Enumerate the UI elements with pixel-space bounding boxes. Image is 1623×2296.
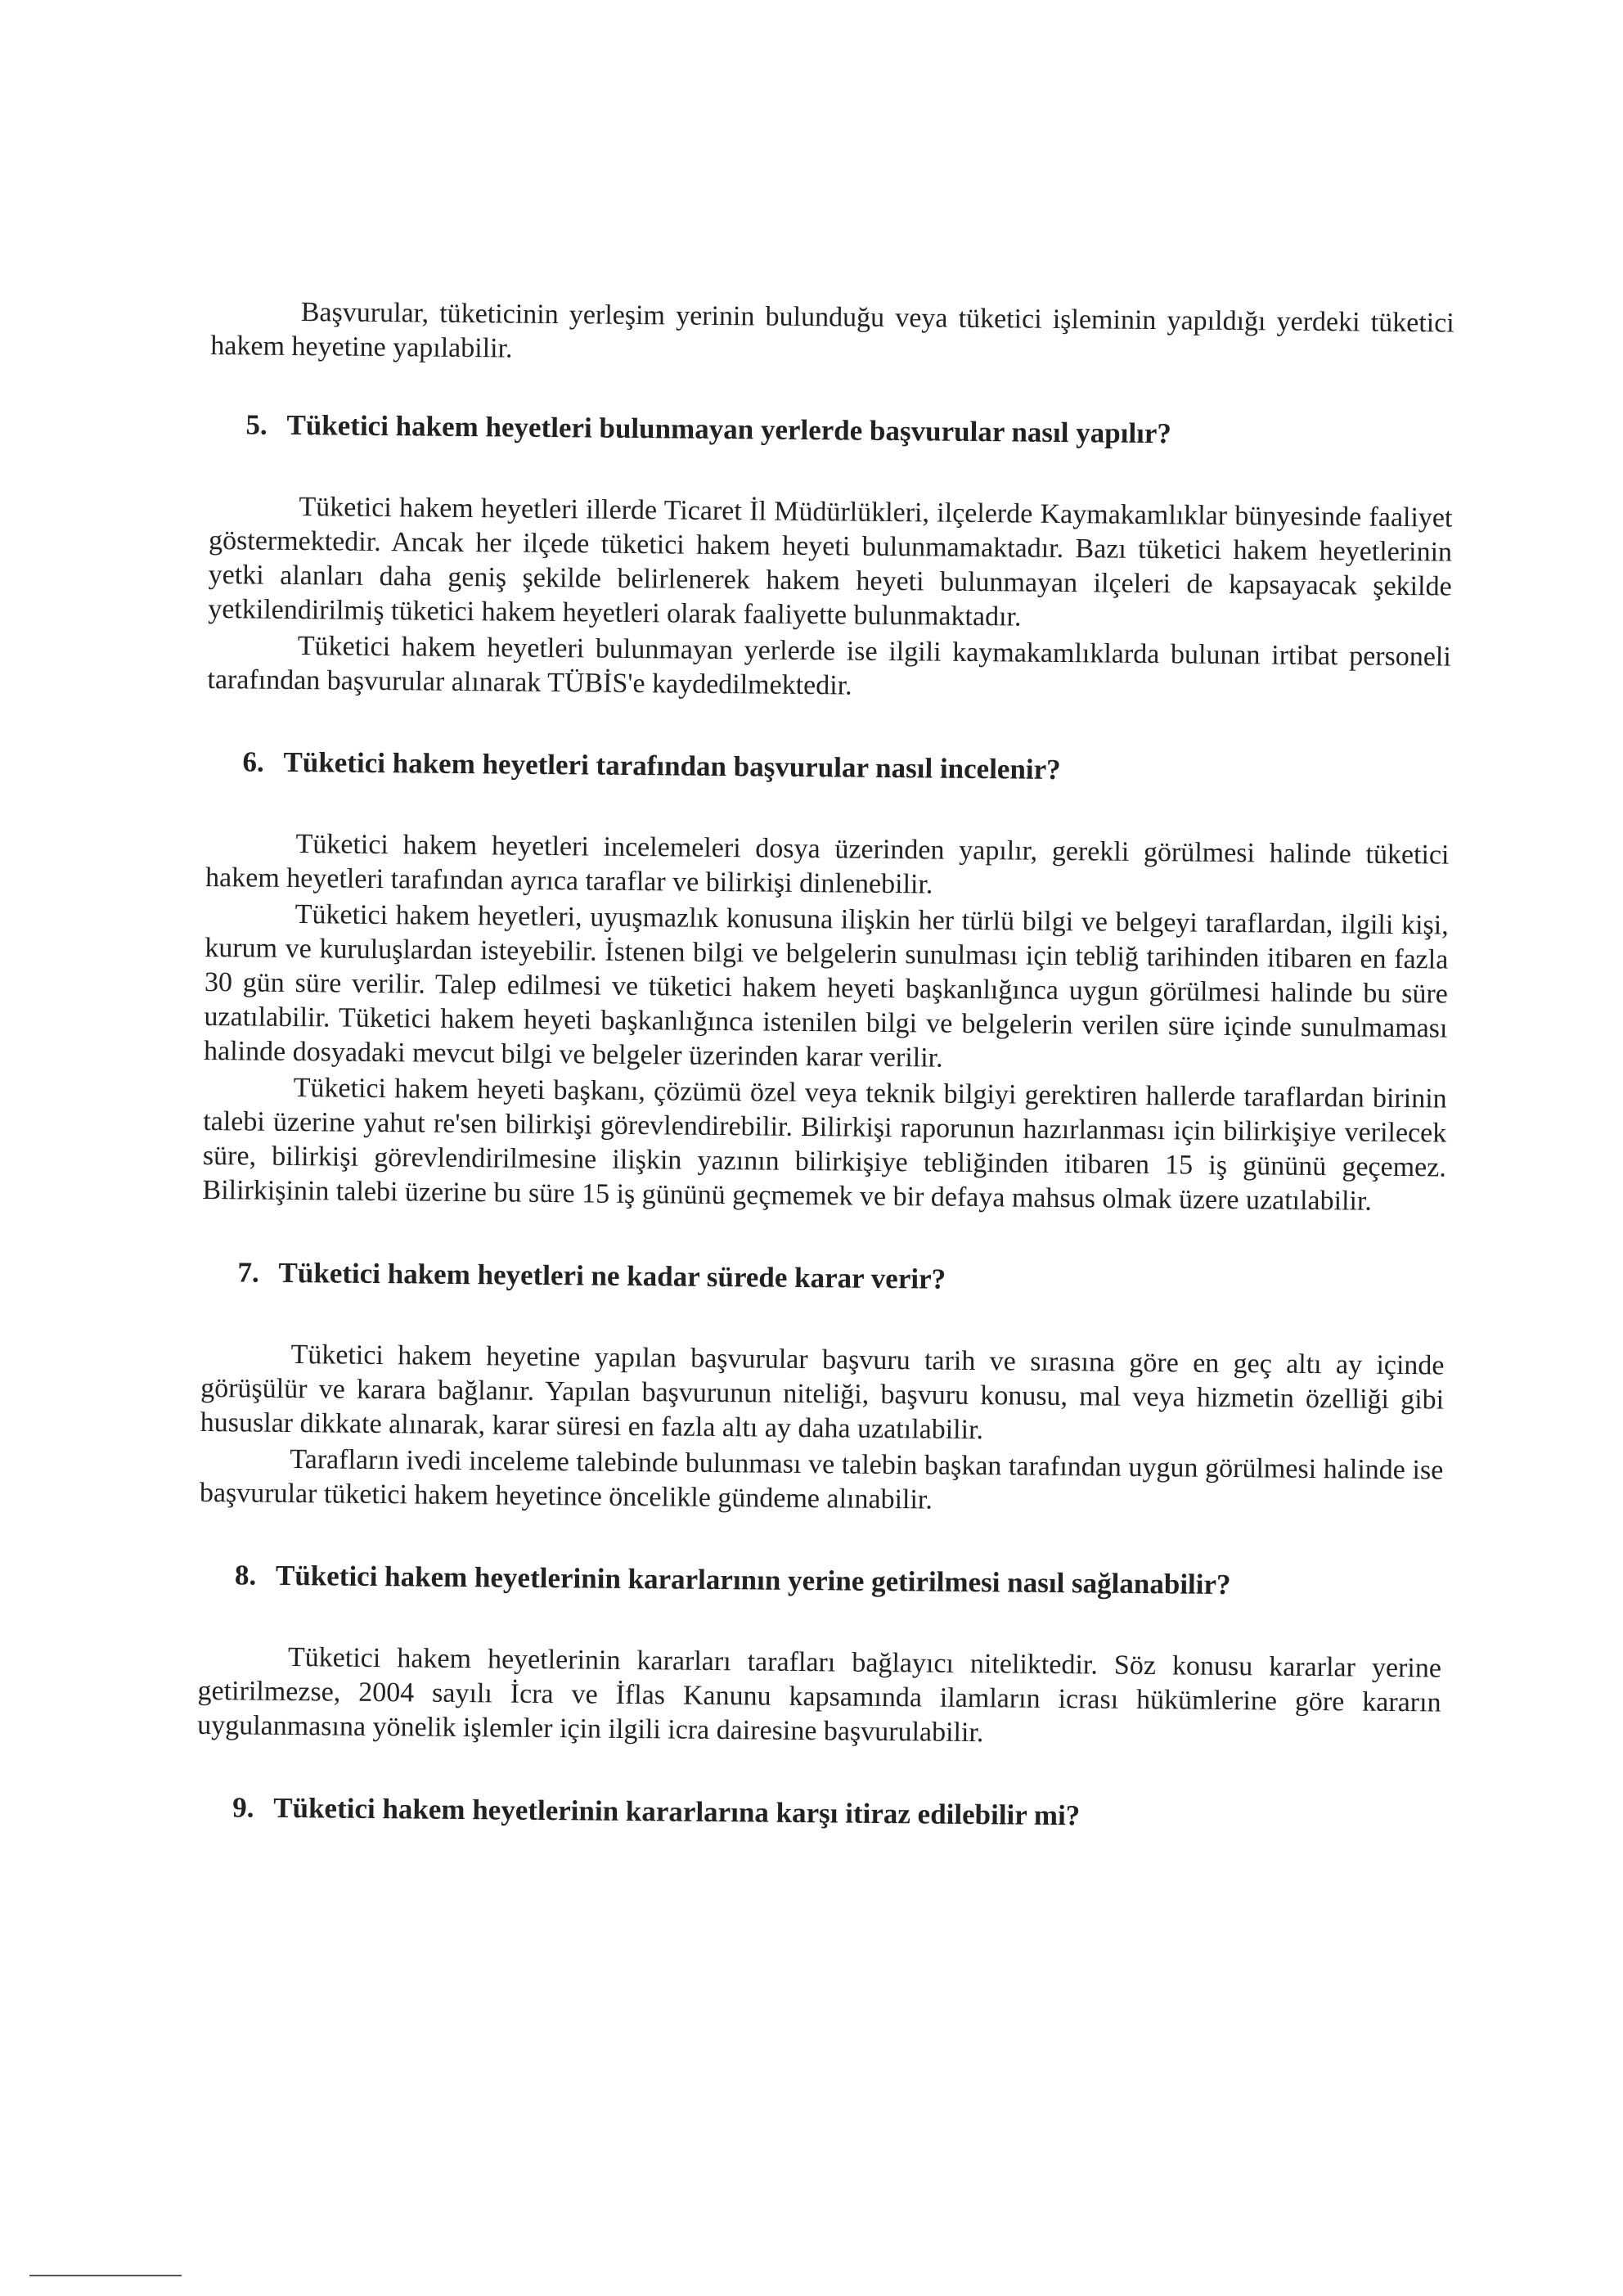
paragraph: Tüketici hakem heyetine yapılan başvurular başvuru tarih ve sırasına göre en geç altı ay içinde görüşülür ve karara bağlanır. Yapılan başvurunun niteliği, başvuru konusu, mal veya hizmetin özelliği gibi hususlar dikkate alınarak, karar süresi en fazla altı ay daha uzatılabilir. <box>200 1339 1445 1446</box>
section-8 <box>197 1558 1442 1755</box>
paragraph: Tüketici hakem heyetleri, uyuşmazlık konusuna ilişkin her türlü bilgi ve belgeyi taraflardan, ilgili kişi, kurum ve kuruluşlardan isteyebilir. İstenen bilgi ve belgelerin sunulması için tebliğ tarihinden itibaren en fazla 30 gün süre verilir. Talep edilmesi ve tüketici hakem heyeti başkanlığınca uygun görülmesi halinde bu süre uzatılabilir. Tüketici hakem heyeti başkanlığınca istenilen bilgi ve belgelerin verilen süre içinde sunulmaması halinde dosyadaki mevcut bilgi ve belgeler üzerinden karar verilir. <box>203 899 1449 1074</box>
section-5 <box>207 407 1453 709</box>
section-number: 9. <box>232 1791 254 1824</box>
section-heading <box>237 1255 1445 1301</box>
section-number: 6. <box>242 745 264 778</box>
footnote-divider <box>29 2275 182 2276</box>
paragraph: Tarafların ivedi inceleme talebinde bulunması ve talebin başkan tarafından uygun görülmesi halinde ise başvurular tüketici hakem heyetince öncelikle gündeme alınabilir. <box>199 1443 1444 1515</box>
paragraph: Tüketici hakem heyetleri incelemeleri dosya üzerinden yapılır, gerekli görülmesi halinde tüketici hakem heyetleri tarafından ayrıca taraflar ve bilirkişi dinlenebilir. <box>205 829 1450 900</box>
paragraph: Tüketici hakem heyetlerinin kararları tarafları bağlayıcı niteliktedir. Söz konusu kararlar yerine getirilmezse, 2004 sayılı İcra ve İflas Kanunu kapsamında ilamların icrası hükümlerine göre kararın uygulanmasına yönelik işlemler için ilgili icra dairesine başvurulabilir. <box>197 1641 1442 1749</box>
section-heading <box>235 1558 1442 1604</box>
section-number: 7. <box>237 1256 259 1289</box>
section-number: 5. <box>245 408 268 441</box>
intro-paragraph: Başvurular, tüketicinin yerleşim yerinin bulunduğu veya tüketici işleminin yapıldığı yerdeki tüketici hakem heyetine yapılabilir. <box>210 297 1454 364</box>
section-9 <box>196 1790 1440 1837</box>
section-title: Tüketici hakem heyetleri tarafından başvurular nasıl incelenir? <box>283 745 1061 786</box>
section-title: Tüketici hakem heyetleri bulunmayan yerlerde başvurular nasıl yapılır? <box>286 408 1172 450</box>
section-6 <box>202 745 1450 1220</box>
paragraph: Tüketici hakem heyeti başkanı, çözümü özel veya teknik bilgiyi gerektiren hallerde taraflardan birinin talebi üzerine yahut re'sen bilirkişi görevlendirebilir. Bilirkişi raporunun hazırlanması için bilirkişiye verilecek süre, bilirkişi görevlendirilmesine ilişkin yazının bilirkişiye tebliğinden itibaren 15 iş gününü geçemez. Bilirkişinin talebi üzerine bu süre 15 iş gününü geçmemek ve bir defaya mahsus olmak üzere uzatılabilir. <box>202 1073 1447 1217</box>
paragraph: Tüketici hakem heyetleri illerde Ticaret İl Müdürlükleri, ilçelerde Kaymakamlıklar bünyesinde faaliyet göstermektedir. Ancak her ilçede tüketici hakem heyeti bulunmamaktadır. Bazı tüketici hakem heyetlerinin yetki alanları daha geniş şekilde belirlenerek hakem heyeti bulunmayan ilçeleri de kapsayacak şekilde yetkilendirilmiş tüketici hakem heyetleri olarak faaliyette bulunmaktadır. <box>208 492 1453 633</box>
paragraph: Tüketici hakem heyetleri bulunmayan yerlerde ise ilgili kaymakamlıklarda bulunan irtibat personeli tarafından başvurular alınarak TÜBİS'e kaydedilmektedir. <box>207 631 1451 701</box>
section-title: Tüketici hakem heyetleri ne kadar sürede karar verir? <box>278 1256 946 1295</box>
section-heading <box>242 745 1450 790</box>
section-title: Tüketici hakem heyetlerinin kararlarının yerine getirilmesi nasıl sağlanabilir? <box>275 1559 1231 1601</box>
section-heading <box>245 407 1453 453</box>
document-page <box>196 295 1454 1884</box>
section-7 <box>200 1255 1445 1523</box>
section-title: Tüketici hakem heyetlerinin kararlarına karşı itiraz edilebilir mi? <box>273 1791 1081 1832</box>
section-number: 8. <box>234 1559 257 1591</box>
section-heading <box>232 1790 1440 1836</box>
